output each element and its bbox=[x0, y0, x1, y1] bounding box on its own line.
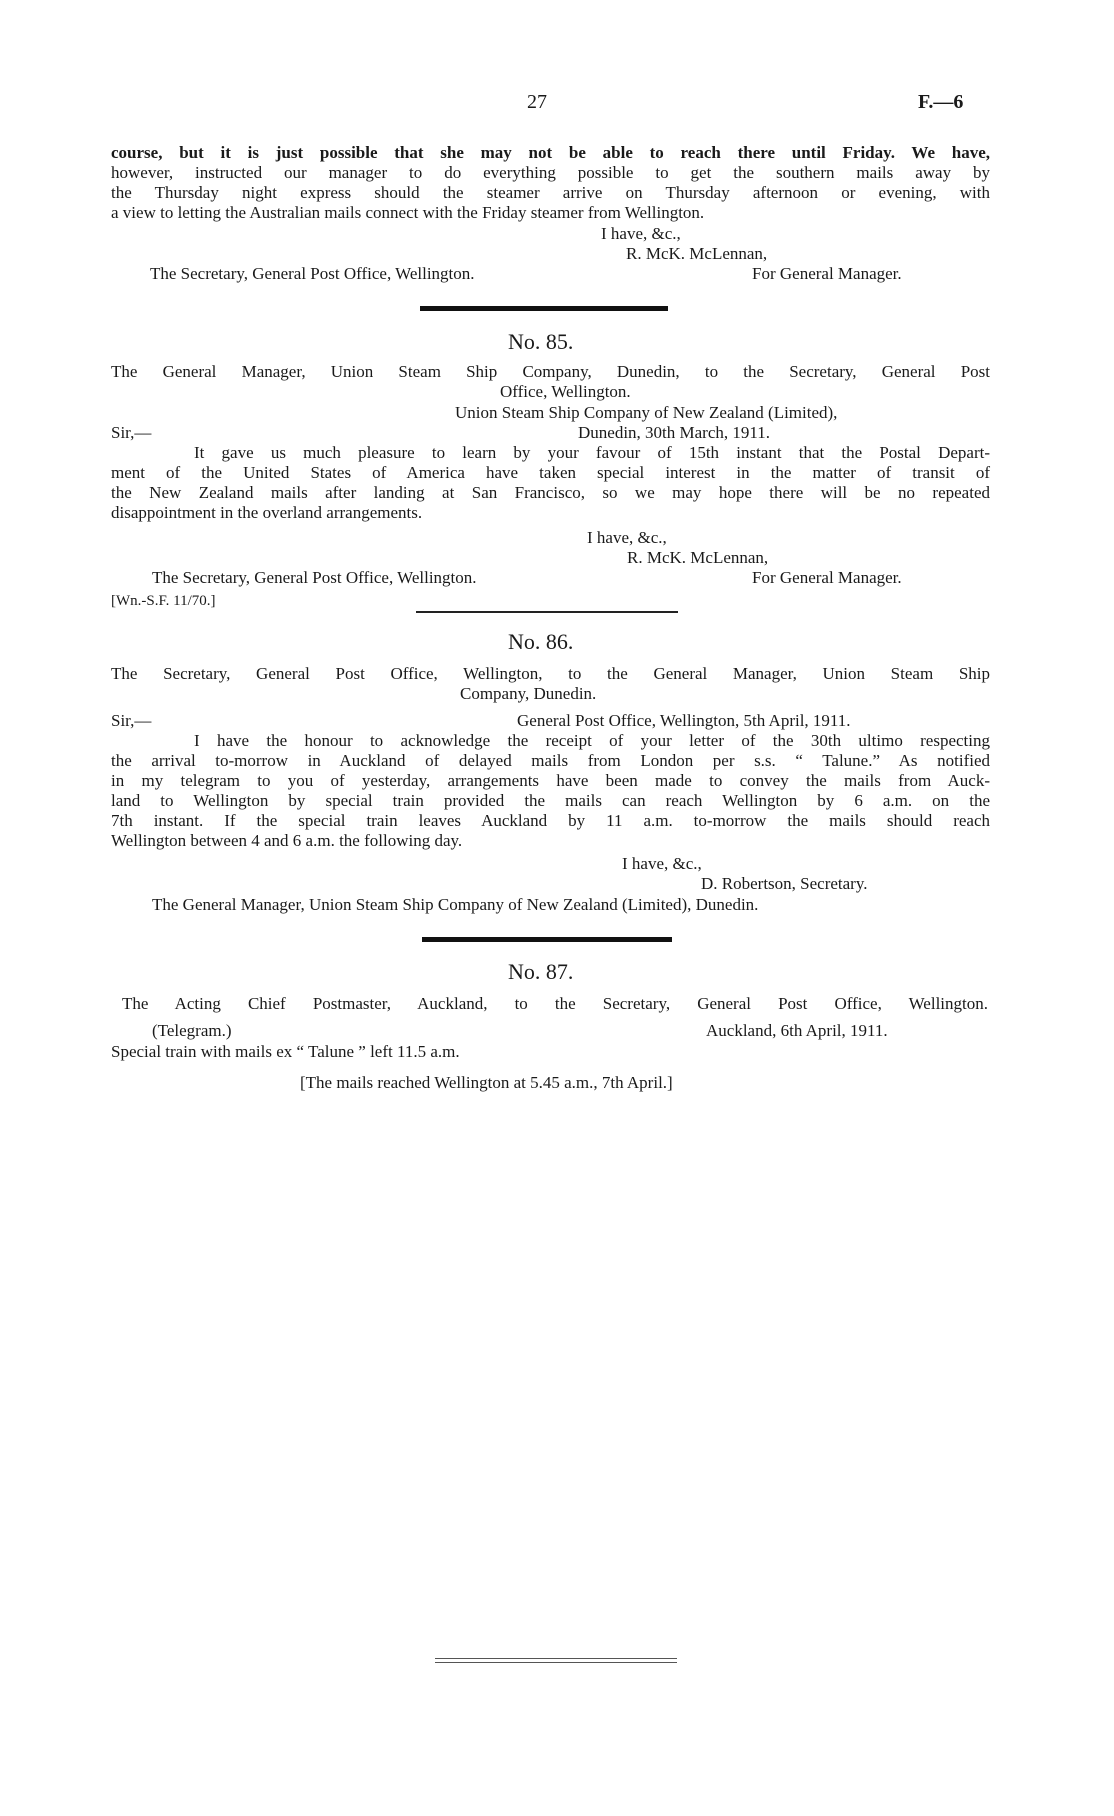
salutation: Sir,— bbox=[111, 711, 152, 730]
letter-heading-cont: Office, Wellington. bbox=[500, 382, 631, 401]
page-number: 27 bbox=[527, 91, 547, 113]
body-line: in my telegram to you of yesterday, arrangements have been made to convey the mails from Auck- bbox=[111, 771, 990, 790]
editorial-note: [The mails reached Wellington at 5.45 a.m., 7th April.] bbox=[300, 1073, 673, 1092]
footer-rule bbox=[435, 1658, 677, 1663]
letter-heading: The Secretary, General Post Office, Wellington, to the General Manager, Union Steam Ship bbox=[111, 664, 990, 683]
telegram-label: (Telegram.) bbox=[152, 1021, 232, 1040]
body-line: It gave us much pleasure to learn by your favour of 15th instant that the Postal Depart- bbox=[194, 443, 990, 462]
signature-title: For General Manager. bbox=[752, 568, 902, 587]
body-line: Wellington between 4 and 6 a.m. the following day. bbox=[111, 831, 463, 850]
letter-date: Dunedin, 30th March, 1911. bbox=[578, 423, 771, 442]
addressee: The Secretary, General Post Office, Wellington. bbox=[150, 264, 475, 283]
closing: I have, &c., bbox=[587, 528, 667, 547]
signature: R. McK. McLennan, bbox=[626, 244, 768, 263]
signature-title: For General Manager. bbox=[752, 264, 902, 283]
letter-number: No. 86. bbox=[508, 629, 574, 654]
signature: D. Robertson, Secretary. bbox=[701, 874, 868, 893]
letter-number: No. 87. bbox=[508, 959, 574, 984]
body-line: however, instructed our manager to do everything possible to get the southern mails away by bbox=[111, 163, 990, 182]
body-line: the New Zealand mails after landing at San Francisco, so we may hope there will be no repeated bbox=[111, 483, 990, 502]
letter-heading-cont: Company, Dunedin. bbox=[460, 684, 597, 703]
telegram-body: Special train with mails ex “ Talune ” left 11.5 a.m. bbox=[111, 1042, 460, 1061]
letter-body bbox=[111, 443, 990, 523]
letter-body bbox=[111, 731, 990, 851]
section-divider bbox=[420, 306, 668, 311]
body-line: a view to letting the Australian mails connect with the Friday steamer from Wellington. bbox=[111, 203, 705, 222]
addressee: The General Manager, Union Steam Ship Company of New Zealand (Limited), Dunedin. bbox=[152, 895, 759, 914]
sender-address: Union Steam Ship Company of New Zealand (Limited), bbox=[455, 403, 838, 422]
file-reference: [Wn.-S.F. 11/70.] bbox=[111, 593, 216, 609]
body-line: the arrival to-morrow in Auckland of delayed mails from London per s.s. “ Talune.” As notified bbox=[111, 751, 990, 770]
salutation: Sir,— bbox=[111, 423, 152, 442]
body-line: the Thursday night express should the steamer arrive on Thursday afternoon or evening, with bbox=[111, 183, 990, 202]
body-line: land to Wellington by special train provided the mails can reach Wellington by 6 a.m. on the bbox=[111, 791, 990, 810]
body-line: I have the honour to acknowledge the receipt of your letter of the 30th ultimo respecting bbox=[194, 731, 990, 750]
body-line: disappointment in the overland arrangements. bbox=[111, 503, 423, 522]
letter-heading: The General Manager, Union Steam Ship Company, Dunedin, to the Secretary, General Post bbox=[111, 362, 990, 381]
signature: R. McK. McLennan, bbox=[627, 548, 769, 567]
document-reference: F.—6 bbox=[918, 91, 964, 113]
closing: I have, &c., bbox=[601, 224, 681, 243]
letter-date: Auckland, 6th April, 1911. bbox=[706, 1021, 888, 1040]
letter-heading: The Acting Chief Postmaster, Auckland, to the Secretary, General Post Office, Wellington. bbox=[122, 994, 988, 1013]
section-divider bbox=[422, 937, 672, 942]
letter-date: General Post Office, Wellington, 5th April, 1911. bbox=[517, 711, 851, 730]
body-line: course, but it is just possible that she may not be able to reach there until Friday. We have, bbox=[111, 143, 990, 162]
letter-number: No. 85. bbox=[508, 329, 574, 354]
addressee: The Secretary, General Post Office, Wellington. bbox=[152, 568, 477, 587]
continuation-body bbox=[111, 143, 990, 223]
body-line: 7th instant. If the special train leaves Auckland by 11 a.m. to-morrow the mails should reach bbox=[111, 811, 990, 830]
closing: I have, &c., bbox=[622, 854, 702, 873]
section-divider bbox=[416, 611, 678, 613]
body-line: ment of the United States of America have taken special interest in the matter of transit of bbox=[111, 463, 990, 482]
